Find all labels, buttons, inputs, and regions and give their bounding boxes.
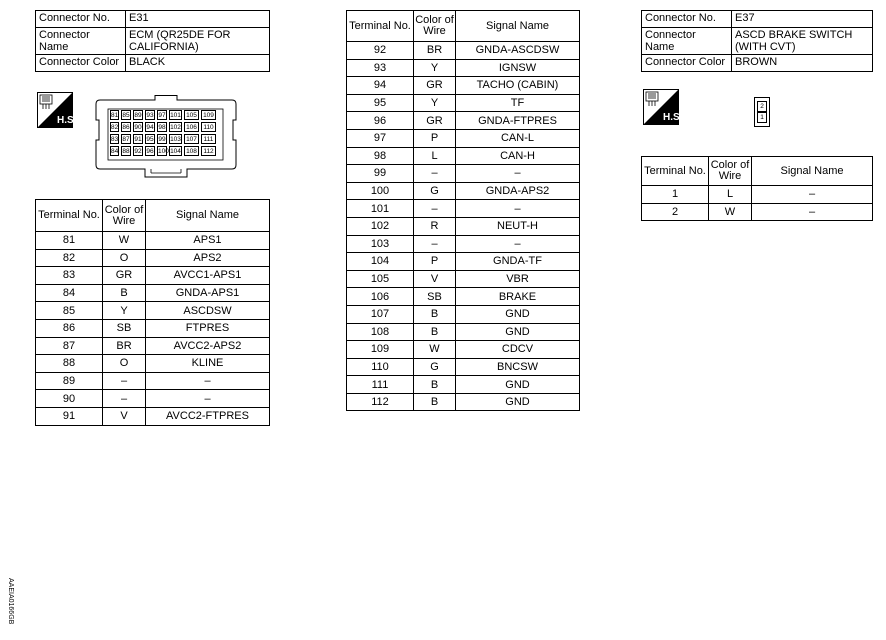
signal-name-cell: GND [456, 305, 580, 323]
table-row [347, 77, 580, 95]
terminal-cell: 108 [347, 323, 414, 341]
connector-color-value: BROWN [732, 55, 873, 72]
terminal-cell: 109 [347, 341, 414, 359]
table-row [347, 253, 580, 271]
wire-color-cell: Y [414, 59, 456, 77]
terminal-cell: 2 [642, 203, 709, 221]
connector-name-line2: CALIFORNIA) [129, 41, 199, 53]
connector-color-label: Connector Color [36, 55, 126, 72]
terminal-cell: 89 [36, 372, 103, 390]
terminal-cell: 83 [36, 267, 103, 285]
wire-color-cell: B [414, 323, 456, 341]
connector-name-line1: ECM (QR25DE FOR [129, 29, 231, 41]
table-row [347, 270, 580, 288]
connector-pin: 112 [201, 146, 216, 156]
terminal-cell: 90 [36, 390, 103, 408]
terminal-cell: 104 [347, 253, 414, 271]
signal-name-cell: APS1 [146, 232, 270, 250]
signal-name-cell: KLINE [146, 355, 270, 373]
connector-pin: 83 [111, 136, 119, 143]
table-row [347, 59, 580, 77]
signal-name-cell: TACHO (CABIN) [456, 77, 580, 95]
wire-color-cell: P [414, 253, 456, 271]
connector-name-line1: ASCD BRAKE SWITCH [735, 29, 853, 41]
signal-name-cell: GND [456, 323, 580, 341]
color-header [709, 157, 752, 186]
signal-name-cell: GNDA-APS2 [456, 182, 580, 200]
wire-color-cell: SB [414, 288, 456, 306]
terminal-cell: 96 [347, 112, 414, 130]
table-row [36, 249, 270, 267]
signal-name-cell: TF [456, 94, 580, 112]
terminal-cell: 88 [36, 355, 103, 373]
connector-pin: 90 [134, 124, 142, 131]
signal-name-cell: FTPRES [146, 319, 270, 337]
connector-pin: 104 [170, 148, 181, 155]
connector-pin: 94 [146, 124, 154, 131]
connector-name-value [732, 28, 873, 55]
connector-pin: 82 [111, 124, 119, 131]
connector-name-line2: (WITH CVT) [735, 41, 796, 53]
table-row [36, 337, 270, 355]
wire-color-cell: Y [414, 94, 456, 112]
signal-name-cell: GNDA-APS1 [146, 284, 270, 302]
wire-color-cell: W [103, 232, 146, 250]
wire-color-cell: – [414, 165, 456, 183]
left-connector-info [35, 10, 270, 72]
wire-color-cell: – [103, 390, 146, 408]
color-header [103, 200, 146, 232]
wire-color-cell: G [414, 358, 456, 376]
terminal-cell: 112 [347, 393, 414, 411]
signal-name-cell: ASCDSW [146, 302, 270, 320]
signal-name-cell: VBR [456, 270, 580, 288]
table-row [347, 147, 580, 165]
connector-pin: 81 [111, 112, 119, 119]
connector-name-label: Connector Name [36, 28, 126, 55]
terminal-cell: 82 [36, 249, 103, 267]
signal-header: Signal Name [146, 200, 270, 232]
wire-color-cell: B [103, 284, 146, 302]
terminal-table-3-body [642, 186, 873, 221]
wire-color-cell: SB [103, 319, 146, 337]
wire-color-cell: W [709, 203, 752, 221]
wire-color-cell: L [709, 186, 752, 204]
table-row [347, 235, 580, 253]
table-row [36, 355, 270, 373]
terminal-cell: 81 [36, 232, 103, 250]
terminal-cell: 95 [347, 94, 414, 112]
table-row [347, 376, 580, 394]
color-header-line2: Wire [112, 214, 136, 227]
terminal-cell: 107 [347, 305, 414, 323]
connector-pin: 105 [184, 110, 199, 120]
wire-color-cell: R [414, 217, 456, 235]
table-row [347, 288, 580, 306]
connector-pin: 102 [170, 124, 181, 131]
connector-pin: 109 [201, 110, 216, 120]
signal-header: Signal Name [456, 11, 580, 42]
color-header-line1: Color of [710, 159, 750, 171]
terminal-cell: 97 [347, 129, 414, 147]
wire-color-cell: – [103, 372, 146, 390]
connector-pin: 107 [184, 134, 199, 144]
terminal-cell: 103 [347, 235, 414, 253]
color-header-line2: Wire [423, 25, 446, 37]
signal-name-cell: AVCC1-APS1 [146, 267, 270, 285]
terminal-cell: 110 [347, 358, 414, 376]
table-row [36, 319, 270, 337]
signal-name-cell: – [146, 390, 270, 408]
table-row [36, 302, 270, 320]
terminal-cell: 91 [36, 407, 103, 425]
terminal-cell: 100 [347, 182, 414, 200]
connector-pin: 97 [158, 112, 166, 119]
terminal-cell: 101 [347, 200, 414, 218]
table-row [36, 390, 270, 408]
table-row [347, 358, 580, 376]
wire-color-cell: V [103, 407, 146, 425]
signal-name-cell: – [752, 203, 873, 221]
table-row [347, 112, 580, 130]
wire-color-cell: GR [414, 77, 456, 95]
connector-pin: 86 [122, 124, 130, 131]
figure-code: AAEIA0166GB [7, 578, 14, 625]
hs-label: H.S. [663, 112, 683, 123]
signal-name-cell: AVCC2-FTPRES [146, 407, 270, 425]
connector-pin: 92 [134, 148, 142, 155]
signal-name-cell: AVCC2-APS2 [146, 337, 270, 355]
table-row [347, 393, 580, 411]
terminal-table-2 [346, 10, 580, 411]
terminal-cell: 105 [347, 270, 414, 288]
connector-pin: 93 [146, 112, 154, 119]
table-row [347, 305, 580, 323]
signal-name-cell: APS2 [146, 249, 270, 267]
signal-name-cell: IGNSW [456, 59, 580, 77]
signal-name-cell: CAN-H [456, 147, 580, 165]
connector-pin: 91 [134, 136, 142, 143]
terminal-header: Terminal No. [642, 157, 709, 186]
harness-side-icon [37, 92, 77, 128]
wire-color-cell: B [414, 376, 456, 394]
connector-pin: 100 [158, 148, 169, 155]
connector-pin: 106 [184, 122, 199, 132]
terminal-cell: 1 [642, 186, 709, 204]
connector-pin: 108 [184, 146, 199, 156]
connector-name-value [126, 28, 270, 55]
signal-name-cell: BNCSW [456, 358, 580, 376]
wire-color-cell: B [414, 393, 456, 411]
signal-name-cell: GNDA-FTPRES [456, 112, 580, 130]
signal-name-cell: CAN-L [456, 129, 580, 147]
ecm-pin-grid [110, 110, 217, 159]
signal-name-cell: GNDA-TF [456, 253, 580, 271]
connector-pin: 111 [201, 134, 216, 144]
connector-pin: 101 [170, 112, 181, 119]
terminal-cell: 87 [36, 337, 103, 355]
table-row [347, 341, 580, 359]
terminal-cell: 93 [347, 59, 414, 77]
connector-color-label: Connector Color [642, 55, 732, 72]
terminal-cell: 86 [36, 319, 103, 337]
harness-side-icon [643, 89, 683, 125]
connector-pin: 99 [158, 136, 166, 143]
wire-color-cell: B [414, 305, 456, 323]
table-row [347, 200, 580, 218]
wire-color-cell: – [414, 235, 456, 253]
signal-name-cell: – [456, 165, 580, 183]
connector-pin: 87 [122, 136, 130, 143]
table-row [642, 186, 873, 204]
table-row [642, 203, 873, 221]
terminal-cell: 94 [347, 77, 414, 95]
terminal-table-2-body [347, 42, 580, 411]
table-row [347, 129, 580, 147]
terminal-cell: 99 [347, 165, 414, 183]
terminal-cell: 106 [347, 288, 414, 306]
color-header-line1: Color of [104, 203, 144, 216]
connector-name-label: Connector Name [642, 28, 732, 55]
signal-name-cell: GND [456, 393, 580, 411]
connector-pin: 110 [201, 122, 216, 132]
wire-color-cell: P [414, 129, 456, 147]
connector-pin: 85 [122, 112, 130, 119]
connector-no-value: E31 [126, 11, 270, 28]
terminal-cell: 111 [347, 376, 414, 394]
connector-no-value: E37 [732, 11, 873, 28]
signal-name-cell: – [456, 200, 580, 218]
wire-color-cell: V [414, 270, 456, 288]
signal-name-cell: BRAKE [456, 288, 580, 306]
connector-pin: 103 [170, 136, 181, 143]
wire-color-cell: GR [103, 267, 146, 285]
table-row [347, 182, 580, 200]
signal-name-cell: – [146, 372, 270, 390]
table-row [347, 94, 580, 112]
terminal-table-1-body [36, 232, 270, 426]
connector-pin: 98 [158, 124, 166, 131]
signal-name-cell: GND [456, 376, 580, 394]
terminal-cell: 98 [347, 147, 414, 165]
color-header-line1: Color of [415, 14, 454, 26]
wire-color-cell: G [414, 182, 456, 200]
wire-color-cell: Y [103, 302, 146, 320]
table-row [347, 217, 580, 235]
wire-color-cell: L [414, 147, 456, 165]
connector-pin: 88 [122, 148, 130, 155]
table-row [347, 165, 580, 183]
pin-2: 2 [757, 101, 767, 112]
table-row [36, 284, 270, 302]
terminal-header: Terminal No. [36, 200, 103, 232]
connector-color-value: BLACK [126, 55, 270, 72]
table-row [36, 372, 270, 390]
table-row [36, 407, 270, 425]
wire-color-cell: GR [414, 112, 456, 130]
signal-name-cell: GNDA-ASCDSW [456, 42, 580, 60]
signal-header: Signal Name [752, 157, 873, 186]
terminal-cell: 92 [347, 42, 414, 60]
signal-name-cell: CDCV [456, 341, 580, 359]
table-row [36, 232, 270, 250]
table-row [347, 42, 580, 60]
wire-color-cell: BR [103, 337, 146, 355]
terminal-table-3 [641, 156, 873, 221]
hs-label: H.S. [57, 115, 77, 126]
terminal-header: Terminal No. [347, 11, 414, 42]
signal-name-cell: NEUT-H [456, 217, 580, 235]
connector-pin: 84 [111, 148, 119, 155]
connector-no-label: Connector No. [36, 11, 126, 28]
wire-color-cell: O [103, 249, 146, 267]
color-header-line2: Wire [718, 170, 742, 182]
table-row [347, 323, 580, 341]
terminal-cell: 85 [36, 302, 103, 320]
wire-color-cell: O [103, 355, 146, 373]
terminal-table-1 [35, 199, 270, 426]
signal-name-cell: – [456, 235, 580, 253]
wire-color-cell: W [414, 341, 456, 359]
wire-color-cell: BR [414, 42, 456, 60]
brake-switch-connector-face [754, 97, 770, 127]
wire-color-cell: – [414, 200, 456, 218]
signal-name-cell: – [752, 186, 873, 204]
terminal-cell: 84 [36, 284, 103, 302]
right-connector-info [641, 10, 873, 72]
table-row [36, 267, 270, 285]
connector-pin: 95 [146, 136, 154, 143]
terminal-cell: 102 [347, 217, 414, 235]
pin-1: 1 [757, 112, 767, 123]
connector-pin: 96 [146, 148, 154, 155]
connector-no-label: Connector No. [642, 11, 732, 28]
color-header [414, 11, 456, 42]
connector-pin: 89 [134, 112, 142, 119]
